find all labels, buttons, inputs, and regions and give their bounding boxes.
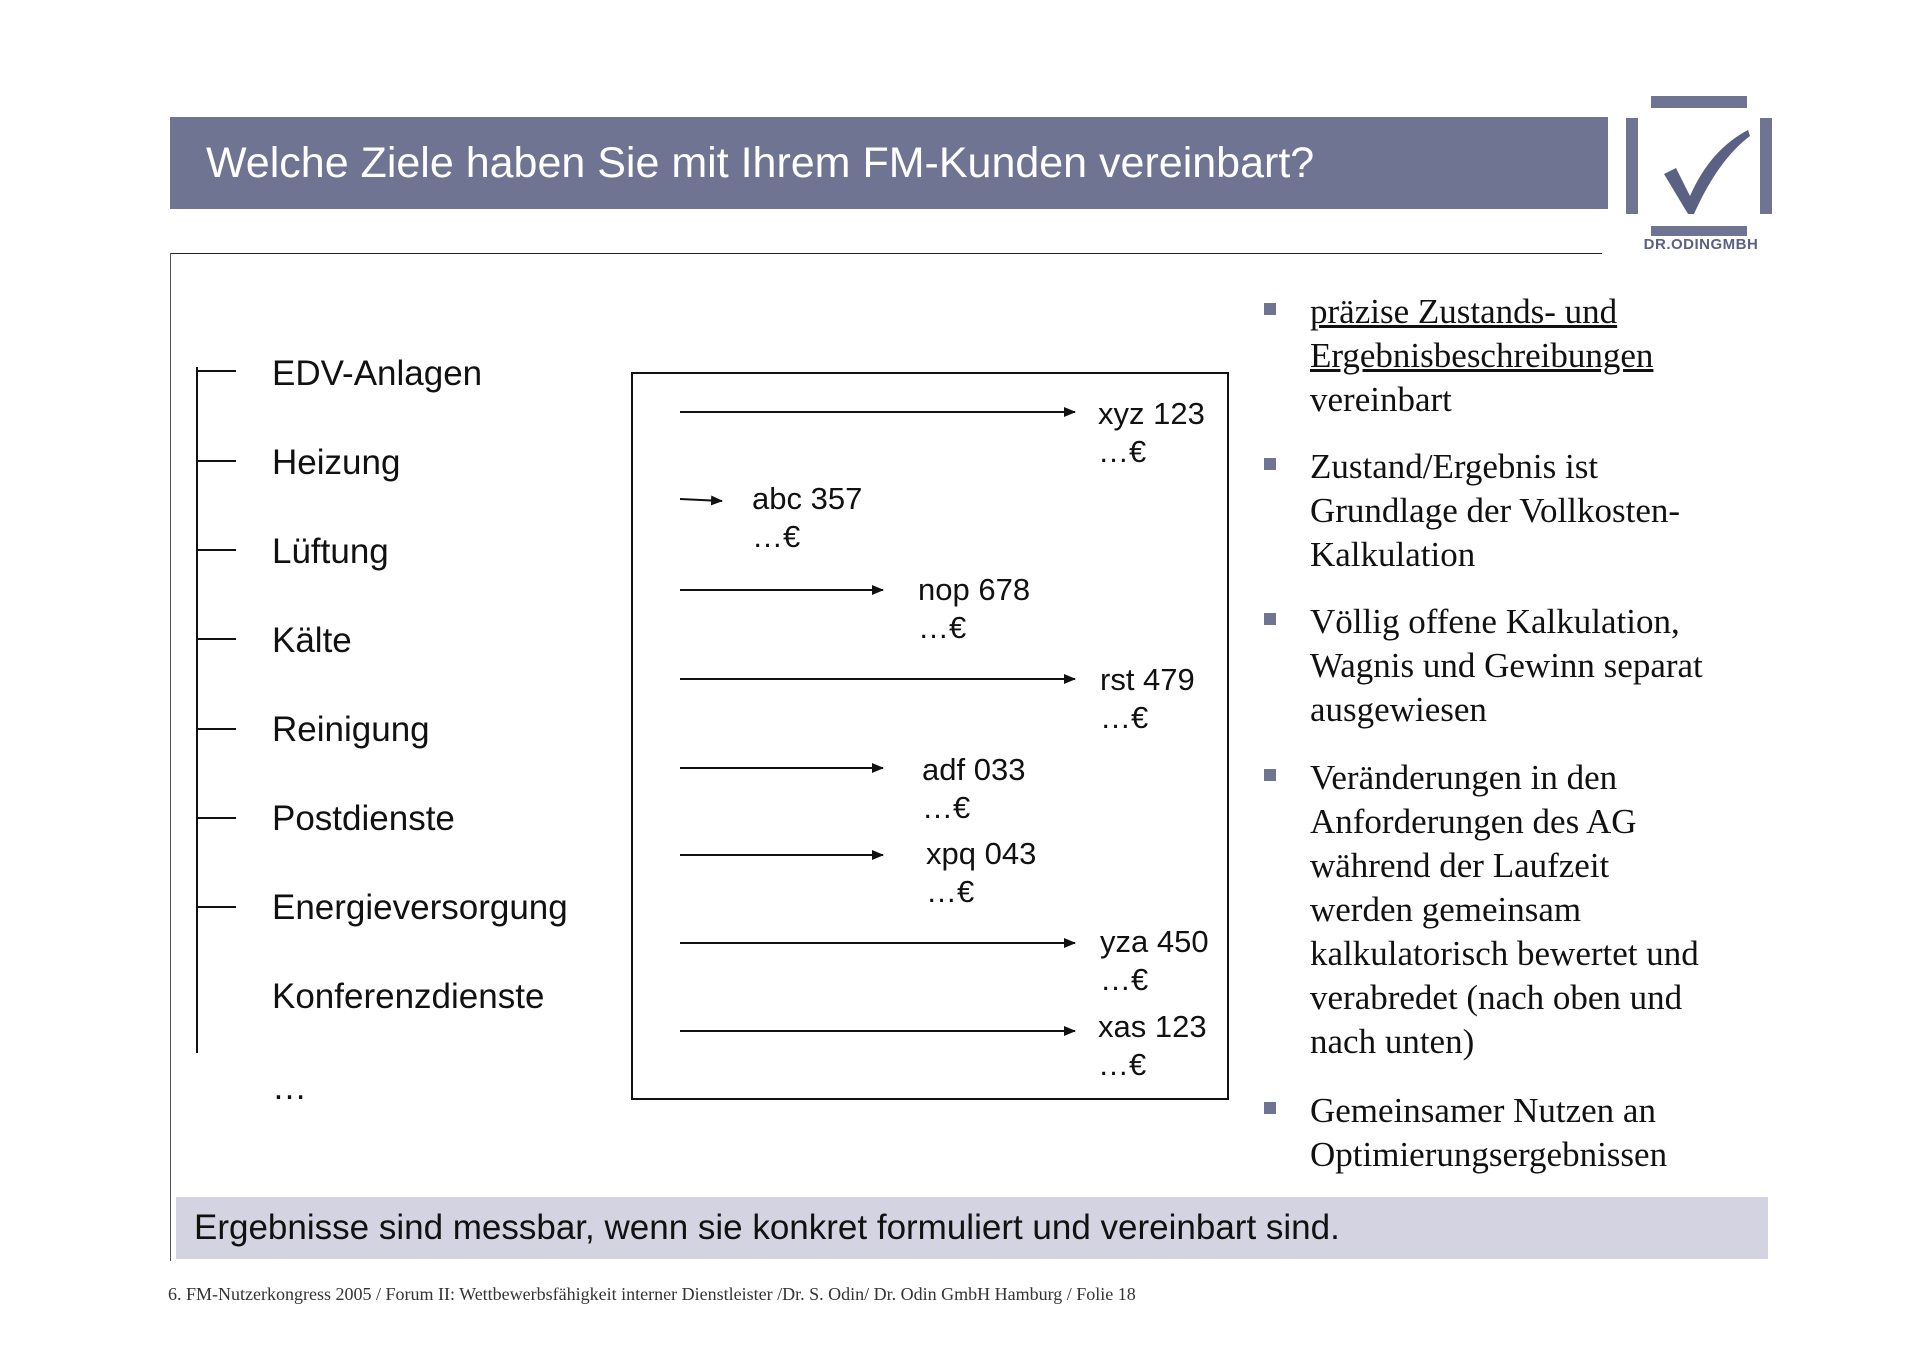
slide-title: Welche Ziele haben Sie mit Ihrem FM-Kunden vereinbart?	[206, 139, 1315, 187]
bullet-marker	[1264, 613, 1276, 625]
bullet-line: Kalkulation	[1310, 535, 1476, 574]
code-label	[926, 835, 1036, 911]
code-amount: …€	[1100, 962, 1149, 997]
category-item: Konferenzdienste	[272, 977, 545, 1016]
code-name: yza 450	[1100, 924, 1209, 959]
bullet-marker	[1264, 769, 1276, 781]
code-label	[1100, 923, 1209, 999]
code-amount: …€	[752, 519, 801, 554]
code-amount: …€	[1100, 700, 1149, 735]
bullet-text	[1310, 600, 1780, 732]
code-label	[922, 751, 1025, 827]
code-amount: …€	[1098, 434, 1147, 469]
category-item: EDV-Anlagen	[272, 354, 483, 393]
category-item: Reinigung	[272, 710, 430, 749]
category-ellipsis: …	[272, 1068, 307, 1107]
bullet-line: Grundlage der Vollkosten-	[1310, 491, 1681, 530]
bullet-line: Veränderungen in den	[1310, 758, 1618, 797]
code-label	[1098, 395, 1205, 471]
code-amount: …€	[918, 610, 967, 645]
bullet-line: Völlig offene Kalkulation,	[1310, 602, 1680, 641]
code-amount: …€	[922, 790, 971, 825]
tree-tick	[196, 549, 236, 551]
category-item: Energieversorgung	[272, 888, 568, 927]
tree-tick	[196, 370, 236, 372]
bullet-line: während der Laufzeit	[1310, 846, 1610, 885]
bullet-text	[1310, 756, 1780, 1064]
bullet-line: kalkulatorisch bewertet und	[1310, 934, 1699, 973]
conclusion-bar	[176, 1197, 1768, 1259]
frame-top-line	[170, 253, 1602, 254]
bullet-text	[1310, 445, 1780, 577]
code-label	[1098, 1008, 1207, 1084]
bullet-line: Zustand/Ergebnis ist	[1310, 447, 1599, 486]
code-name: nop 678	[918, 572, 1031, 607]
bullet-line-underlined: präzise Zustands- und	[1310, 292, 1618, 331]
frame-left-line	[170, 253, 171, 1261]
checkmark-icon	[1624, 94, 1774, 256]
bullet-line: vereinbart	[1310, 380, 1452, 419]
code-name: xpq 043	[926, 836, 1037, 871]
category-item: Lüftung	[272, 532, 389, 571]
bullet-line: nach unten)	[1310, 1022, 1475, 1061]
code-name: xas 123	[1098, 1009, 1207, 1044]
bullet-line: werden gemeinsam	[1310, 890, 1582, 929]
bullet-line: Optimierungsergebnissen	[1310, 1135, 1668, 1174]
code-label	[918, 571, 1030, 647]
bullet-line-underlined: Ergebnisbeschreibungen	[1310, 336, 1654, 375]
code-amount: …€	[1098, 1047, 1147, 1082]
category-item: Heizung	[272, 443, 401, 482]
tree-tick	[196, 638, 236, 640]
bullet-line: verabredet (nach oben und	[1310, 978, 1683, 1017]
code-label	[1100, 661, 1195, 737]
code-amount: …€	[926, 874, 975, 909]
slide-footer: 6. FM-Nutzerkongress 2005 / Forum II: Wettbewerbsfähigkeit interner Dienstleister /Dr. S. Odin/ Dr. Odin GmbH Hamburg / Folie 18	[168, 1284, 1136, 1304]
tree-vertical-line	[196, 367, 198, 1053]
category-item: Postdienste	[272, 799, 455, 838]
tree-tick	[196, 817, 236, 819]
code-name: abc 357	[752, 481, 863, 516]
tree-tick	[196, 460, 236, 462]
logo-text: DR.ODINGMBH	[1643, 236, 1759, 253]
code-name: rst 479	[1100, 662, 1195, 697]
bullet-marker	[1264, 1102, 1276, 1114]
bullet-line: Gemeinsamer Nutzen an	[1310, 1091, 1656, 1130]
code-label	[752, 480, 862, 556]
tree-tick	[196, 728, 236, 730]
bullet-line: Anforderungen des AG	[1310, 802, 1637, 841]
bullet-line: ausgewiesen	[1310, 690, 1487, 729]
bullet-line: Wagnis und Gewinn separat	[1310, 646, 1703, 685]
company-logo	[1624, 94, 1774, 256]
conclusion-text: Ergebnisse sind messbar, wenn sie konkret formuliert und vereinbart sind.	[194, 1208, 1340, 1247]
bullet-text	[1310, 1089, 1780, 1177]
title-bar	[170, 117, 1608, 209]
bullet-text	[1310, 290, 1780, 422]
bullet-marker	[1264, 458, 1276, 470]
bullet-marker	[1264, 303, 1276, 315]
tree-tick	[196, 906, 236, 908]
code-name: adf 033	[922, 752, 1026, 787]
category-item: Kälte	[272, 621, 352, 660]
code-name: xyz 123	[1098, 396, 1205, 431]
